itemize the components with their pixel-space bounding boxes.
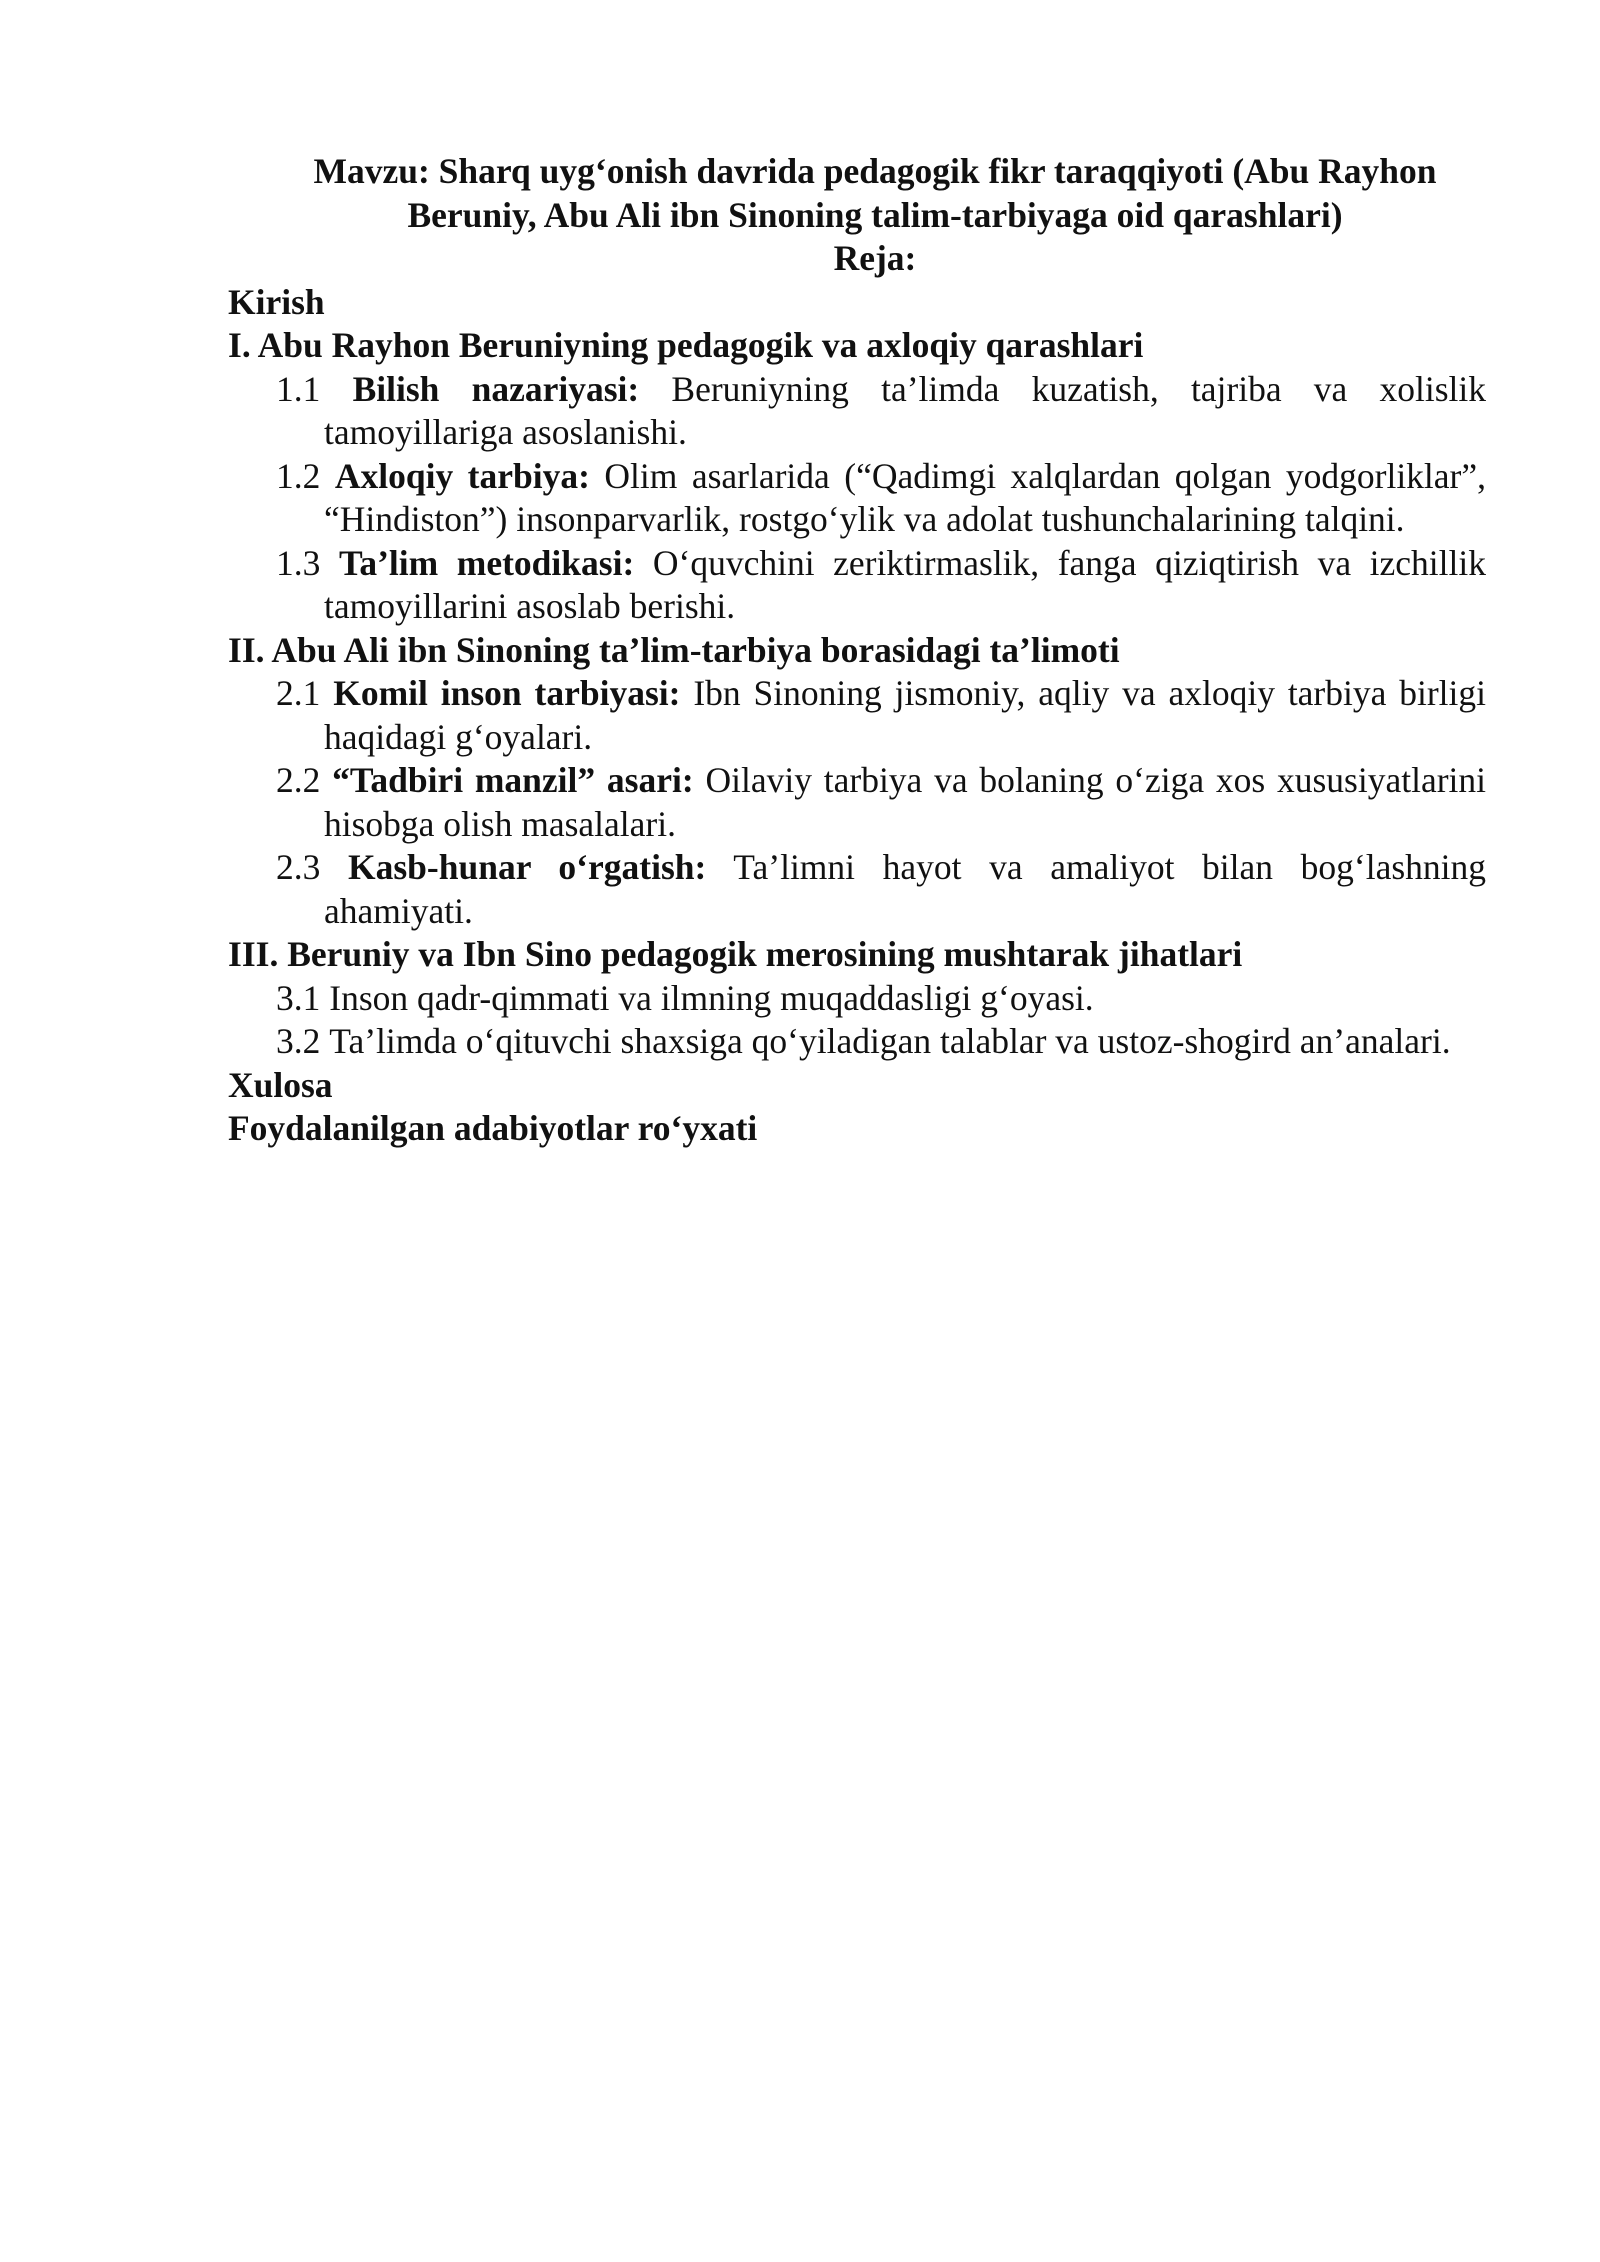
plan-item-2-1 — [276, 672, 1486, 759]
plan-item-2-3 — [276, 846, 1486, 933]
item-text: Ta’limda o‘qituvchi shaxsiga qo‘yiladigan talablar va ustoz-shogird an’analari. — [329, 1021, 1451, 1061]
item-term: “Tadbiri manzil” asari: — [332, 760, 694, 800]
plan-item-1-2 — [276, 455, 1486, 542]
title-line-2: Beruniy, Abu Ali ibn Sinoning talim-tarbiyaga oid qarashlari) — [407, 194, 1343, 235]
section-heading-3: III. Beruniy va Ibn Sino pedagogik merosining mushtarak jihatlari — [228, 934, 1243, 974]
section-heading-2: II. Abu Ali ibn Sinoning ta’lim-tarbiya borasidagi ta’limoti — [228, 629, 1120, 670]
page-title — [264, 150, 1486, 281]
title-line-1: Mavzu: Sharq uyg‘onish davrida pedagogik fikr taraqqiyoti (Abu Rayhon — [313, 151, 1437, 191]
plan-item-3-1 — [276, 977, 1486, 1021]
plan-item-2-2 — [276, 759, 1486, 846]
plan-item-3-2 — [276, 1020, 1486, 1064]
item-text: Beruniyning ta’limda kuzatish, tajriba va xolislik tamoyillariga asoslanishi. — [324, 368, 1487, 452]
item-number: 1.2 — [276, 455, 321, 496]
item-text: Ta’limni hayot va amaliyot bilan bog‘lashning ahamiyati. — [324, 847, 1487, 931]
item-number: 2.3 — [276, 847, 321, 887]
item-text: Oilaviy tarbiya va bolaning o‘ziga xos xususiyatlarini hisobga olish masalalari. — [324, 760, 1487, 844]
item-text: Olim asarlarida (“Qadimgi xalqlardan qolgan yodgorliklar”, “Hindiston”) insonparvarlik, rostgo‘ylik va adolat tushunchalarining talqini. — [324, 455, 1487, 539]
intro-heading: Kirish — [228, 281, 325, 322]
item-number: 2.1 — [276, 673, 321, 713]
plan-item-1-3 — [276, 542, 1486, 629]
item-term: Komil inson tarbiyasi: — [333, 673, 681, 713]
plan-label: Reja: — [833, 238, 917, 278]
item-term: Kasb-hunar o‘rgatish: — [347, 847, 707, 887]
item-number: 3.2 — [276, 1021, 321, 1061]
item-term: Bilish nazariyasi: — [352, 368, 640, 409]
conclusion-heading: Xulosa — [228, 1064, 333, 1105]
item-text: Ibn Sinoning jismoniy, aqliy va axloqiy tarbiya birligi haqidagi g‘oyalari. — [324, 673, 1487, 757]
document-body — [228, 150, 1486, 1151]
item-text: O‘quvchini zeriktirmaslik, fanga qiziqtirish va izchillik tamoyillarini asoslab berishi. — [324, 542, 1487, 626]
item-number: 1.3 — [276, 542, 321, 583]
section-heading-1: I. Abu Rayhon Beruniyning pedagogik va axloqiy qarashlari — [228, 325, 1144, 365]
item-term: Ta’lim metodikasi: — [338, 542, 635, 583]
item-number: 3.1 — [276, 977, 321, 1018]
item-number: 2.2 — [276, 760, 321, 800]
item-number: 1.1 — [276, 368, 321, 409]
plan-item-1-1 — [276, 368, 1486, 455]
item-term: Axloqiy tarbiya: — [334, 455, 590, 496]
item-text: Inson qadr-qimmati va ilmning muqaddasligi g‘oyasi. — [329, 977, 1094, 1018]
references-heading: Foydalanilgan adabiyotlar ro‘yxati — [228, 1108, 758, 1148]
